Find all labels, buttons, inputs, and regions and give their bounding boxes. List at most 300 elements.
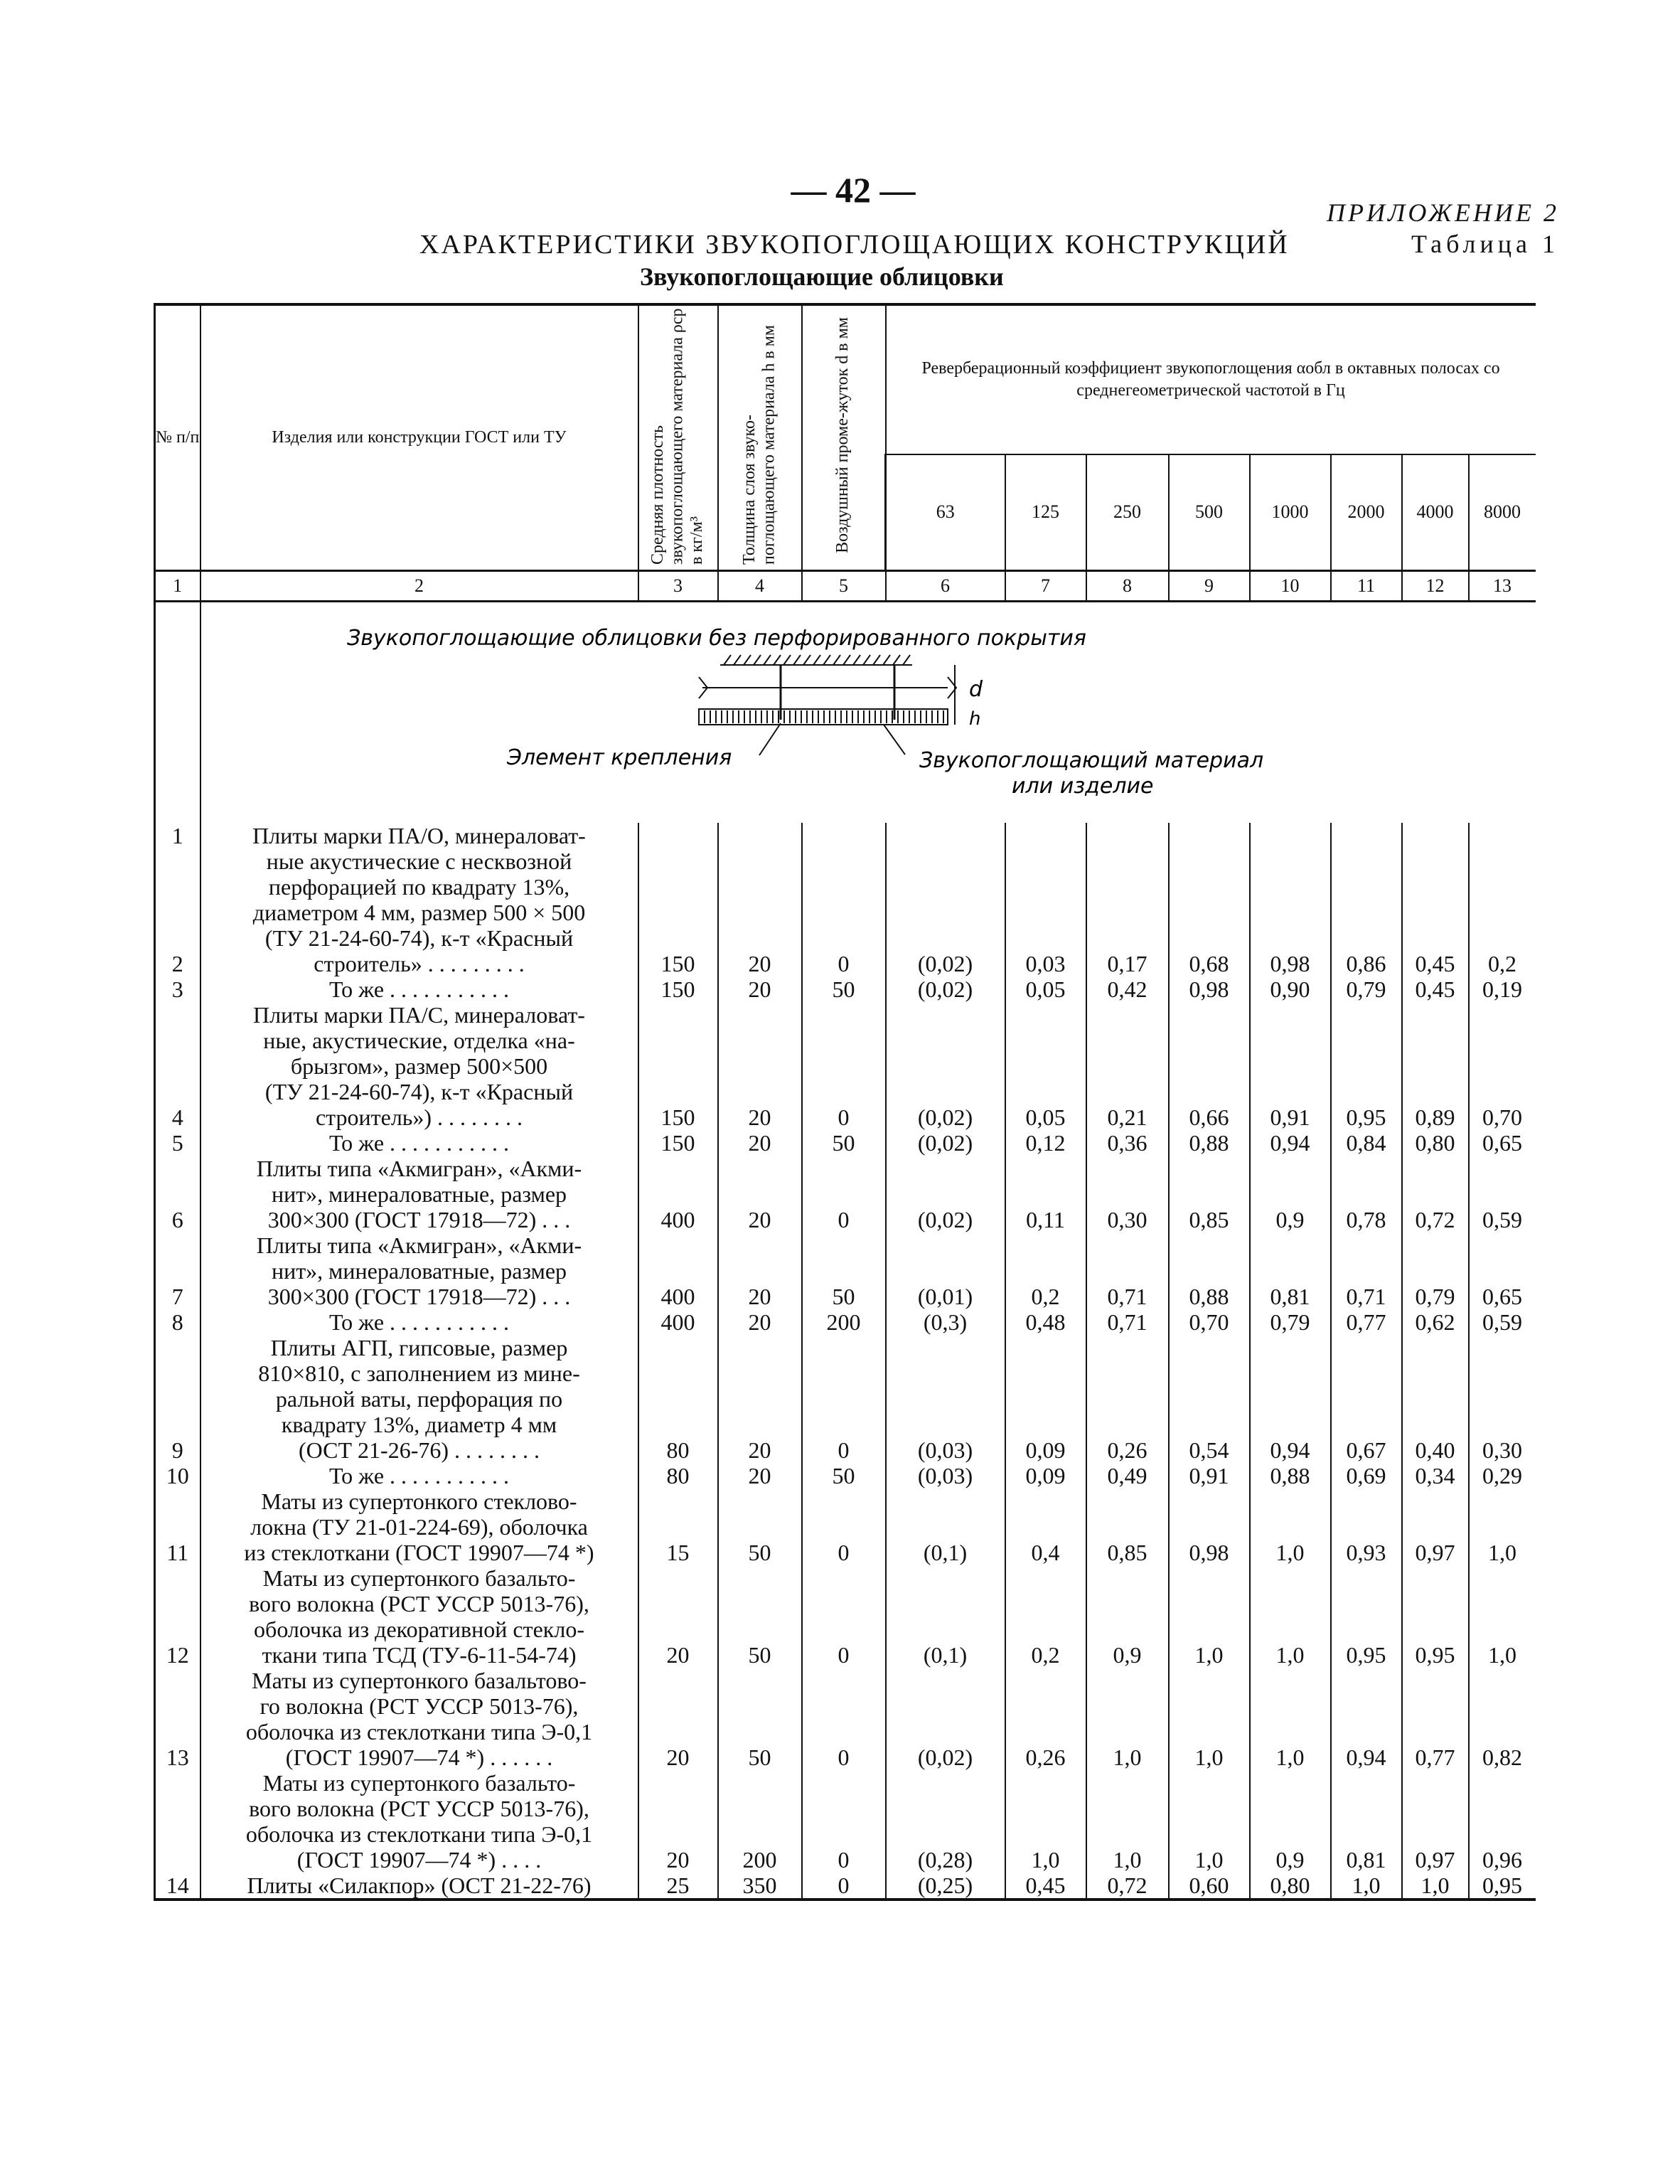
value-cell xyxy=(1005,1335,1086,1488)
leader-material xyxy=(884,725,905,755)
value: 0,2 xyxy=(1488,951,1517,976)
value: 150 xyxy=(660,951,695,976)
hatch-line xyxy=(774,655,781,665)
value: 0,79 xyxy=(1346,976,1386,1002)
value: 0 xyxy=(838,951,850,976)
value-cell xyxy=(1331,1232,1402,1335)
value-cell xyxy=(1250,1770,1331,1900)
header-density-cell xyxy=(638,304,718,571)
value: 20 xyxy=(666,1642,690,1668)
row-number xyxy=(156,1488,200,1514)
value: 0,05 xyxy=(1025,976,1066,1002)
value: 0,98 xyxy=(1270,951,1310,976)
value-cell xyxy=(1005,1156,1086,1232)
row-number xyxy=(156,848,200,874)
value: 0,69 xyxy=(1346,1463,1386,1488)
value: 25 xyxy=(666,1873,690,1898)
value: 1,0 xyxy=(1113,1847,1142,1873)
header-thickness: Толщина слоя звуко-поглощающего материала h в мм xyxy=(739,324,779,565)
hatch-line xyxy=(724,655,731,665)
value: (0,02) xyxy=(917,1130,973,1156)
value: 0,79 xyxy=(1415,1284,1455,1309)
value-cell xyxy=(1169,1335,1250,1488)
value-cell xyxy=(1402,1770,1469,1900)
row-number xyxy=(156,1360,200,1386)
value: 1,0 xyxy=(1488,1642,1517,1668)
value: 150 xyxy=(660,1130,695,1156)
product-description xyxy=(200,1770,638,1900)
row-number xyxy=(156,1412,200,1437)
value: 0,45 xyxy=(1025,1873,1066,1898)
value-cell xyxy=(638,1232,718,1335)
value: 0,45 xyxy=(1415,976,1455,1002)
value-cell xyxy=(1469,823,1536,1002)
value: 0,17 xyxy=(1107,951,1147,976)
description-line: 300×300 (ГОСТ 17918—72) . . . xyxy=(267,1284,571,1309)
row-index-cell xyxy=(155,1770,200,1900)
row-number xyxy=(156,1821,200,1847)
value-cell xyxy=(718,1002,802,1156)
section-title: Звукопоглощающие облицовки без перфорированного покрытия xyxy=(346,626,1086,651)
value: 80 xyxy=(666,1437,690,1463)
table-row xyxy=(155,1335,1536,1488)
value: 0,34 xyxy=(1415,1463,1455,1488)
column-number-12: 12 xyxy=(1402,571,1469,602)
value: 1,0 xyxy=(1031,1847,1060,1873)
value: 0,9 xyxy=(1113,1642,1142,1668)
column-number-5: 5 xyxy=(802,571,886,602)
value: 150 xyxy=(660,976,695,1002)
header-freq-250: 250 xyxy=(1086,454,1169,571)
value: 0 xyxy=(838,1437,850,1463)
value: 0,90 xyxy=(1270,976,1310,1002)
value: 0,88 xyxy=(1270,1463,1310,1488)
value: (0,1) xyxy=(923,1642,968,1668)
value: 0,79 xyxy=(1270,1309,1310,1335)
value-cell xyxy=(1169,1002,1250,1156)
row-number xyxy=(156,1258,200,1284)
description-line: брызгом», размер 500×500 xyxy=(290,1053,548,1079)
value-cell xyxy=(1331,1156,1402,1232)
value: 20 xyxy=(748,951,771,976)
value: 0,88 xyxy=(1189,1130,1229,1156)
description-line: Плиты типа «Акмигран», «Акми- xyxy=(256,1232,582,1258)
value-cell xyxy=(638,1488,718,1565)
row-number: 8 xyxy=(171,1309,183,1335)
description-line: нит», минераловатные, размер xyxy=(271,1181,567,1207)
value-cell xyxy=(1169,1668,1250,1770)
value: 400 xyxy=(660,1207,695,1232)
value: 0 xyxy=(838,1744,850,1770)
header-freq-8000: 8000 xyxy=(1469,454,1536,571)
value-cell xyxy=(1005,1488,1086,1565)
dim-h-label: h xyxy=(968,708,980,730)
row-number xyxy=(156,1232,200,1258)
description-line: То же . . . . . . . . . . . xyxy=(328,1309,510,1335)
value: 0 xyxy=(838,1642,850,1668)
value: 0,11 xyxy=(1026,1207,1065,1232)
value: 20 xyxy=(748,976,771,1002)
value: 0,29 xyxy=(1482,1463,1523,1488)
product-description xyxy=(200,1488,638,1565)
header-density: Средняя плотность звукопоглощающего материала ρcp в кг/м³ xyxy=(648,308,707,565)
value-cell xyxy=(1250,1565,1331,1668)
value-cell xyxy=(1331,1770,1402,1900)
hatch-line xyxy=(744,655,751,665)
value: 0,97 xyxy=(1415,1540,1455,1565)
value-cell xyxy=(718,1668,802,1770)
value-cell xyxy=(1331,1335,1402,1488)
mounting-diagram xyxy=(201,602,1536,823)
page-number: — 42 — xyxy=(791,170,916,210)
value-cell xyxy=(1250,1335,1331,1488)
value-cell xyxy=(886,1232,1005,1335)
value: (0,02) xyxy=(917,1207,973,1232)
description-line: То же . . . . . . . . . . . xyxy=(328,1463,510,1488)
row-index-cell xyxy=(155,823,200,1002)
value-cell xyxy=(802,1002,886,1156)
value: 0 xyxy=(838,1873,850,1898)
description-line: нит», минераловатные, размер xyxy=(271,1258,567,1284)
header-product: Изделия или конструкции ГОСТ или ТУ xyxy=(200,304,638,571)
value: 50 xyxy=(832,1463,855,1488)
value: (0,3) xyxy=(923,1309,968,1335)
value: 0 xyxy=(838,1207,850,1232)
column-number-4: 4 xyxy=(718,571,802,602)
value-cell xyxy=(1005,1565,1086,1668)
value-cell xyxy=(718,1565,802,1668)
value: 0,65 xyxy=(1482,1284,1523,1309)
value-cell xyxy=(638,1002,718,1156)
value: 50 xyxy=(748,1540,771,1565)
value: 0,65 xyxy=(1482,1130,1523,1156)
row-number: 12 xyxy=(166,1642,189,1668)
value-cell xyxy=(638,1565,718,1668)
value-cell xyxy=(802,1565,886,1668)
value: 0,84 xyxy=(1346,1130,1386,1156)
label-material-line1: Звукопоглощающий материал xyxy=(919,748,1263,773)
value: 50 xyxy=(748,1744,771,1770)
value-cell xyxy=(1469,1668,1536,1770)
value-cell xyxy=(718,1770,802,1900)
value-cell xyxy=(638,823,718,1002)
column-number-2: 2 xyxy=(200,571,638,602)
description-line: То же . . . . . . . . . . . xyxy=(328,1130,510,1156)
description-line: (ГОСТ 19907—74 *) . . . . xyxy=(296,1847,542,1873)
value: 0,30 xyxy=(1482,1437,1523,1463)
hatch-line xyxy=(813,655,820,665)
product-description xyxy=(200,1156,638,1232)
row-index-cell xyxy=(155,1565,200,1668)
value: 0,4 xyxy=(1031,1540,1060,1565)
value: 0,95 xyxy=(1346,1104,1386,1130)
value: 0,71 xyxy=(1346,1284,1386,1309)
value-cell xyxy=(802,1232,886,1335)
value: 0,95 xyxy=(1346,1642,1386,1668)
value-cell xyxy=(1250,1232,1331,1335)
value: 0,9 xyxy=(1275,1847,1305,1873)
description-line: строитель») . . . . . . . . xyxy=(315,1104,523,1130)
value: 400 xyxy=(660,1309,695,1335)
value: 1,0 xyxy=(1275,1540,1305,1565)
value-cell xyxy=(1469,1232,1536,1335)
value: 20 xyxy=(666,1847,690,1873)
value: 50 xyxy=(832,1130,855,1156)
value: 0,88 xyxy=(1189,1284,1229,1309)
value-cell xyxy=(802,1770,886,1900)
value-cell xyxy=(1402,1232,1469,1335)
row-number: 4 xyxy=(171,1104,183,1130)
description-line: ные акустические с несквозной xyxy=(266,848,572,874)
value: 0,96 xyxy=(1482,1847,1523,1873)
header-freq-4000: 4000 xyxy=(1402,454,1469,571)
hatch-line xyxy=(793,655,801,665)
value: 0,77 xyxy=(1415,1744,1455,1770)
description-line: оболочка из стеклоткани типа Э-0,1 xyxy=(245,1719,593,1744)
header-freq-63: 63 xyxy=(886,454,1005,571)
value: 0,54 xyxy=(1189,1437,1229,1463)
value: 0,9 xyxy=(1275,1207,1305,1232)
hatch-line xyxy=(803,655,810,665)
value: (0,02) xyxy=(917,1104,973,1130)
value-cell xyxy=(1469,1156,1536,1232)
absorption-table xyxy=(154,303,1536,1901)
column-number-7: 7 xyxy=(1005,571,1086,602)
value: 0 xyxy=(838,1104,850,1130)
column-number-9: 9 xyxy=(1169,571,1250,602)
value: 0,72 xyxy=(1107,1873,1147,1898)
value: 0,93 xyxy=(1346,1540,1386,1565)
value: 0,81 xyxy=(1270,1284,1310,1309)
value-cell xyxy=(1469,1770,1536,1900)
value-cell xyxy=(1086,1488,1169,1565)
row-number: 5 xyxy=(171,1130,183,1156)
description-line: вого волокна (РСТ УССР 5013-76), xyxy=(249,1796,589,1821)
row-number: 11 xyxy=(166,1540,189,1565)
value-cell xyxy=(1005,1232,1086,1335)
table-row xyxy=(155,1668,1536,1770)
value: 1,0 xyxy=(1275,1744,1305,1770)
value-cell xyxy=(802,1668,886,1770)
value: 0,45 xyxy=(1415,951,1455,976)
value-cell xyxy=(1250,1002,1331,1156)
value: 0,94 xyxy=(1346,1744,1386,1770)
value-cell xyxy=(886,1002,1005,1156)
value-cell xyxy=(1086,1565,1169,1668)
value: 1,0 xyxy=(1113,1744,1142,1770)
value-cell xyxy=(1331,1488,1402,1565)
description-line: локна (ТУ 21-01-224-69), оболочка xyxy=(250,1514,588,1540)
value-cell xyxy=(718,1335,802,1488)
value-cell xyxy=(1250,1156,1331,1232)
row-number: 7 xyxy=(171,1284,183,1309)
value: 0,19 xyxy=(1482,976,1523,1002)
value-cell xyxy=(1402,1488,1469,1565)
row-index-cell xyxy=(155,1002,200,1156)
row-number xyxy=(156,1770,200,1796)
row-number xyxy=(156,1386,200,1412)
value: (0,02) xyxy=(917,951,973,976)
value-cell xyxy=(1086,1668,1169,1770)
value-cell xyxy=(1169,823,1250,1002)
value-cell xyxy=(638,1156,718,1232)
header-freq-1000: 1000 xyxy=(1250,454,1331,571)
hatch-line xyxy=(853,655,860,665)
description-line: 300×300 (ГОСТ 17918—72) . . . xyxy=(267,1207,571,1232)
value-cell xyxy=(802,1156,886,1232)
row-number xyxy=(156,925,200,951)
description-line: ткани типа ТСД (ТУ-6-11-54-74) xyxy=(262,1642,577,1668)
value: 50 xyxy=(748,1642,771,1668)
value: 20 xyxy=(748,1207,771,1232)
value-cell xyxy=(638,1335,718,1488)
value: 0,80 xyxy=(1270,1873,1310,1898)
product-description xyxy=(200,823,638,1002)
value-cell xyxy=(1402,1002,1469,1156)
hatch-line xyxy=(734,655,741,665)
hatch-line xyxy=(903,655,910,665)
row-number xyxy=(156,1002,200,1028)
table-label: Таблица 1 xyxy=(1411,230,1559,258)
value: 0,98 xyxy=(1189,976,1229,1002)
leader-fastener xyxy=(759,723,781,755)
row-number: 9 xyxy=(171,1437,183,1463)
value: (0,02) xyxy=(917,976,973,1002)
value-cell xyxy=(638,1770,718,1900)
hatch-line xyxy=(754,655,761,665)
value-cell xyxy=(1005,1002,1086,1156)
value: 0,94 xyxy=(1270,1130,1310,1156)
value-cell xyxy=(1469,1488,1536,1565)
description-line: Плиты марки ПА/О, минераловат- xyxy=(252,823,586,848)
value: 1,0 xyxy=(1194,1744,1224,1770)
row-number xyxy=(156,1156,200,1181)
value: 0,03 xyxy=(1025,951,1066,976)
description-line: Маты из супертонкого базальто- xyxy=(262,1565,576,1591)
value: 0,62 xyxy=(1415,1309,1455,1335)
value-cell xyxy=(718,1156,802,1232)
description-line: го волокна (РСТ УССР 5013-76), xyxy=(260,1693,579,1719)
value: 0,68 xyxy=(1189,951,1229,976)
description-line: Маты из супертонкого базальто- xyxy=(262,1770,576,1796)
row-number xyxy=(156,1591,200,1616)
hatch-line xyxy=(833,655,840,665)
value: 0,60 xyxy=(1189,1873,1229,1898)
value-cell xyxy=(1250,1668,1331,1770)
header-freq-2000: 2000 xyxy=(1331,454,1402,571)
value: 0,12 xyxy=(1025,1130,1066,1156)
value: 150 xyxy=(660,1104,695,1130)
value-cell xyxy=(886,1156,1005,1232)
value-cell xyxy=(718,823,802,1002)
row-index-cell xyxy=(155,1335,200,1488)
value: 0 xyxy=(838,1847,850,1873)
value: 0,48 xyxy=(1025,1309,1066,1335)
table-row xyxy=(155,823,1536,1002)
value-cell xyxy=(1402,823,1469,1002)
value: 0,81 xyxy=(1346,1847,1386,1873)
value: 20 xyxy=(748,1284,771,1309)
header-coefficient: Реверберационный коэффициент звукопоглощения αобл в октавных полосах со среднегеометрической частотой в Гц xyxy=(886,304,1536,454)
hatch-line xyxy=(893,655,900,665)
description-line: Плиты марки ПА/С, минераловат- xyxy=(253,1002,585,1028)
value: 0,95 xyxy=(1482,1873,1523,1898)
row-number xyxy=(156,1335,200,1360)
description-line: из стеклоткани (ГОСТ 19907—74 *) xyxy=(244,1540,594,1565)
value-cell xyxy=(1250,1488,1331,1565)
document-title: ХАРАКТЕРИСТИКИ ЗВУКОПОГЛОЩАЮЩИХ КОНСТРУКЦИЙ xyxy=(419,230,1290,260)
value: (0,03) xyxy=(917,1463,973,1488)
row-number: 3 xyxy=(171,976,183,1002)
product-description xyxy=(200,1565,638,1668)
value: 0,70 xyxy=(1482,1104,1523,1130)
value-cell xyxy=(1469,1335,1536,1488)
description-line: ральной ваты, перфорация по xyxy=(275,1386,563,1412)
header-freq-500: 500 xyxy=(1169,454,1250,571)
value: 0,49 xyxy=(1107,1463,1147,1488)
value: 0,85 xyxy=(1107,1540,1147,1565)
value: 0,71 xyxy=(1107,1284,1147,1309)
value: 50 xyxy=(832,1284,855,1309)
value: 0,72 xyxy=(1415,1207,1455,1232)
label-material-line2: или изделие xyxy=(1011,774,1153,799)
hatch-line xyxy=(843,655,850,665)
diagram-cell xyxy=(200,602,1536,824)
column-number-11: 11 xyxy=(1331,571,1402,602)
diagram-index-cell xyxy=(155,602,200,824)
value: 0,89 xyxy=(1415,1104,1455,1130)
value-cell xyxy=(1005,1770,1086,1900)
description-line: (ТУ 21-24-60-74), к-т «Красный xyxy=(264,1079,574,1104)
value-cell xyxy=(1402,1335,1469,1488)
value: 0,94 xyxy=(1270,1437,1310,1463)
value: 15 xyxy=(666,1540,690,1565)
value: 0,86 xyxy=(1346,951,1386,976)
table-row xyxy=(155,1770,1536,1900)
description-line: Маты из супертонкого стеклово- xyxy=(261,1488,577,1514)
value: 0,05 xyxy=(1025,1104,1066,1130)
value: 0,30 xyxy=(1107,1207,1147,1232)
value: 50 xyxy=(832,976,855,1002)
row-number xyxy=(156,1028,200,1053)
value: 0 xyxy=(838,1540,850,1565)
value: 0,91 xyxy=(1189,1463,1229,1488)
value: 0,98 xyxy=(1189,1540,1229,1565)
description-line: (ОСТ 21-26-76) . . . . . . . . xyxy=(298,1437,540,1463)
value: 400 xyxy=(660,1284,695,1309)
value-cell xyxy=(1086,823,1169,1002)
value-cell xyxy=(1469,1002,1536,1156)
row-number xyxy=(156,1616,200,1642)
description-line: 810×810, с заполнением из мине- xyxy=(258,1360,580,1386)
hatch-line xyxy=(764,655,771,665)
value-cell xyxy=(1169,1565,1250,1668)
value: 0,42 xyxy=(1107,976,1147,1002)
value-cell xyxy=(1402,1668,1469,1770)
value: 0,09 xyxy=(1025,1463,1066,1488)
value: 0,70 xyxy=(1189,1309,1229,1335)
value: (0,02) xyxy=(917,1744,973,1770)
value: 0,85 xyxy=(1189,1207,1229,1232)
value: 1,0 xyxy=(1420,1873,1450,1898)
label-fastener: Элемент крепления xyxy=(506,745,732,770)
header-no: № п/п xyxy=(155,304,200,571)
value-cell xyxy=(886,1668,1005,1770)
value-cell xyxy=(1005,1668,1086,1770)
document-subtitle: Звукопоглощающие облицовки xyxy=(640,262,1004,291)
row-number: 14 xyxy=(166,1873,189,1898)
value-cell xyxy=(1086,1770,1169,1900)
